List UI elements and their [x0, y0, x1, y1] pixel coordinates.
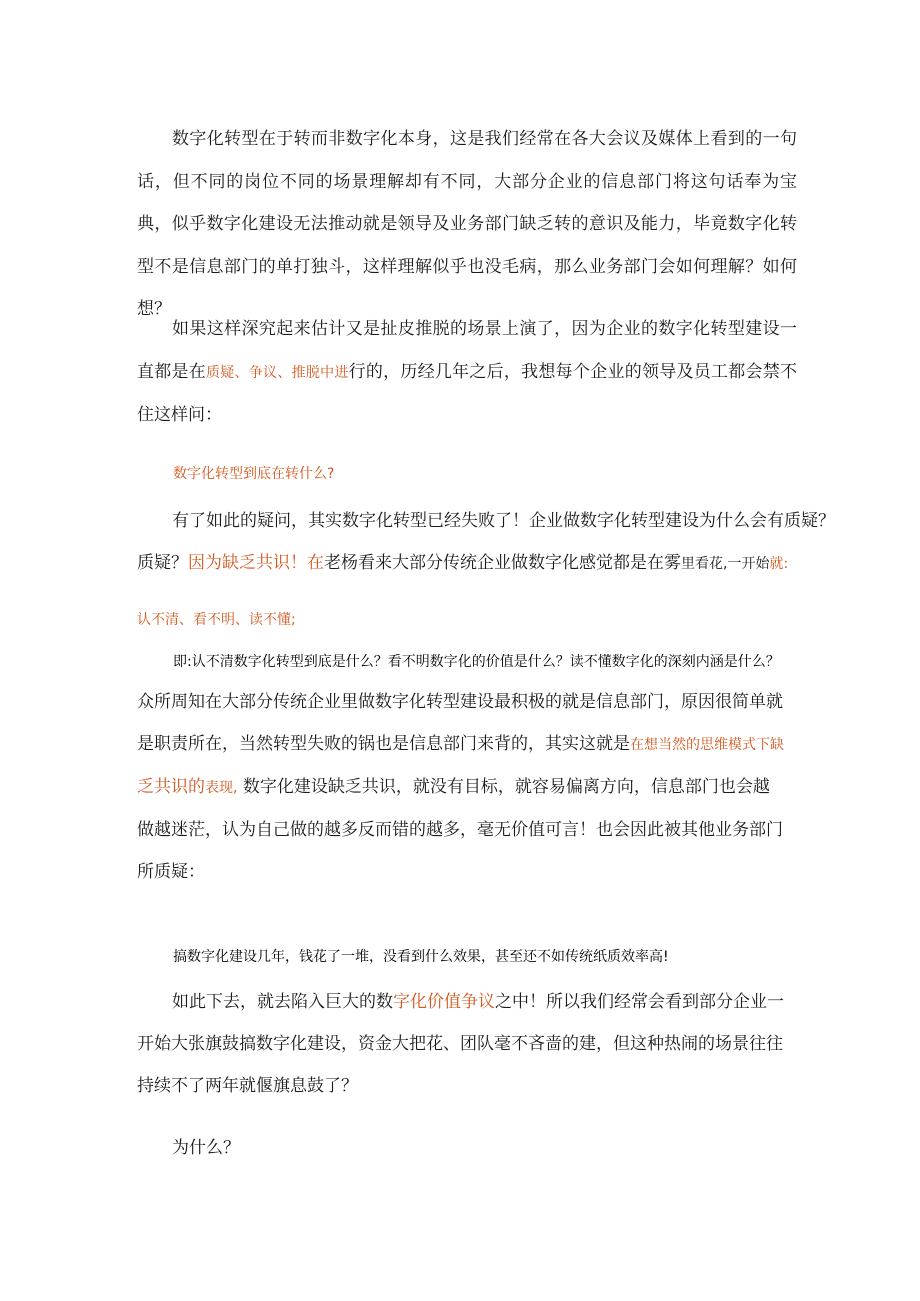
- paragraph-intro-text: 数字化转型在于转而非数字化本身，这是我们经常在各大会议及媒体上看到的一句话，但不同的岗位不同的场景理解却有不同，大部分企业的信息部门将这句话奉为宝典，似乎数字化建设无法推动就是领导及业务部门缺乏转的意识及能力，毕竟数字化转型不是信息部门的单打独斗，这样理解似乎也没毛病，那么业务部门会如何理解？如何想？: [137, 129, 797, 319]
- highlight-assumption: 在想当然的思维模式下缺: [630, 737, 784, 753]
- highlight-at-start: 就:: [769, 556, 789, 572]
- paragraph-doubt-text-end: 行的，历经几年之后，我想每个企业的领导及员工都会禁不住这样问：: [137, 361, 798, 425]
- consensus-fog-text: 老杨看来大部分传统企业做数字化感觉都是在雾: [324, 553, 681, 573]
- info-dept-line-4: 做越迷茫，认为自己做的越多反而错的越多，毫无价值可言！也会因此被其他业务部门: [137, 820, 783, 840]
- paragraph-consensus: [137, 500, 835, 542]
- paragraph-info-dept: [137, 681, 797, 893]
- info-dept-line-1: 众所周知在大部分传统企业里做数字化转型建设最积极的就是信息部门，原因很简单就: [137, 692, 783, 712]
- question-three-not: 即:认不清数字化转型到底是什么？看不明数字化的价值是什么？读不懂数字化的深刻内涵是什么？: [173, 654, 780, 670]
- paragraph-doubt-text: 如果这样深究起来估计又是扯皮推脱的场景上演了，因为企业的数字化转型建设一直都是在: [137, 319, 797, 382]
- paragraph-consensus-line-1: [137, 500, 835, 542]
- paragraph-value-dispute: [137, 981, 797, 1107]
- value-dispute-line-1: 如此下去，就去陷入巨大的数字化价值争议之中！所以我们经常会看到部分企业一: [172, 992, 784, 1012]
- info-dept-line-5: 所质疑：: [137, 862, 205, 882]
- quote-complaint: 搞数字化建设几年，钱花了一堆，没看到什么效果，甚至还不如传统纸质效率高!: [173, 949, 669, 965]
- value-dispute-line-3: 持续不了两年就偃旗息鼓了？: [137, 1076, 358, 1096]
- highlight-lack-consensus: 因为缺乏共识！在: [188, 553, 324, 573]
- highlight-three-not: 认不清、看不明、读不懂;: [137, 612, 296, 628]
- info-dept-line-3: 乏共识的表现, 数字化建设缺乏共识，就没有目标，就容易偏离方向，信息部门也会越: [137, 777, 770, 797]
- consensus-flower-text: 里看花,一开始: [681, 556, 770, 572]
- paragraph-consensus-text: 有了如此的疑问，其实数字化转型已经失败了！企业做数字化转型建设为什么会有质疑？: [172, 511, 835, 531]
- highlight-lack-consensus-2: 乏共识的表现,: [137, 777, 238, 797]
- info-dept-line-2: 是职责所在，当然转型失败的锅也是信息部门来背的，其实这就是在想当然的思维模式下缺: [137, 734, 784, 754]
- consensus-line-2-content: 质疑？因为缺乏共识！在老杨看来大部分传统企业做数字化感觉都是在雾里看花,一开始就:: [137, 553, 789, 573]
- paragraph-intro: [137, 118, 797, 331]
- paragraph-doubt: [137, 308, 797, 437]
- value-dispute-line-2: 开始大张旗鼓搞数字化建设，资金大把花、团队毫不吝啬的建，但这种热闹的场景往往: [137, 1034, 783, 1054]
- paragraph-consensus-line-2: [137, 542, 817, 585]
- highlight-doubt-dispute: 质疑、争议、推脱中进: [206, 364, 349, 381]
- paragraph-why: 为什么？: [172, 1138, 240, 1158]
- highlight-value-dispute: 字化价值争议: [393, 992, 495, 1012]
- question-what-transform: 数字化转型到底在转什么?: [173, 466, 335, 482]
